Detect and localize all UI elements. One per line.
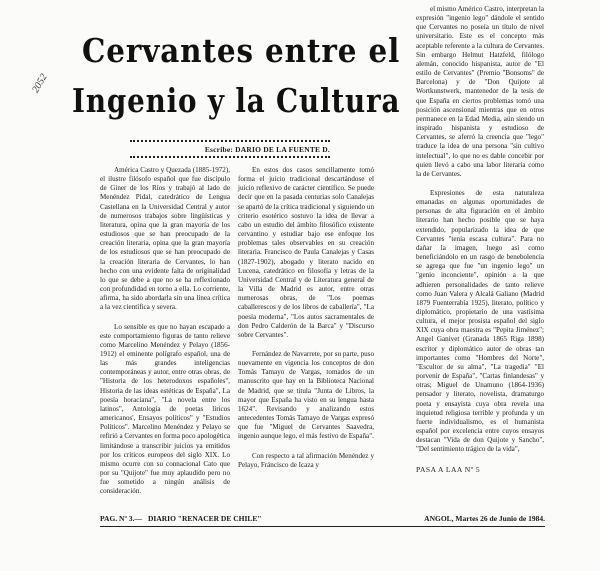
dateline: ANGOL, Martes 26 de Junio de 1984.	[424, 514, 545, 523]
headline-line-2: Ingenio y la Cultura	[72, 81, 401, 120]
page-footer	[100, 514, 545, 527]
paragraph: En estos dos casos sencillamente tomó forma el juicio tradicional descartándose el juicio reflexivo de carácter científico. Se puede decir que en la pasada centurias solo Canalejas se apartó de la crítica tradicional y siguiendo un criterio esotérico sostuvo la idea de llevar a cabo un estudio del ámbito filosófico existente cervantino y estudiar bajo ese enfoque los problemas tales observables en su creación literaria. Francisco de Paula Canalejas y Casas (1827-1902), abogado y literato nacido en Lucena, catedrático en filosofía y letras de la Universidad Central y de Literatura general de la Villa de Madrid es autor, entre otras numerosas obras, de "Los poemas caballerescos y de los libros de caballería", "La poesía moderna", "Los autos sacramentales de don Pedro Calderón de la Barca" y "Discurso sobre Cervantes".	[238, 166, 374, 339]
newspaper-name: DIARIO "RENACER DE CHILE"	[148, 514, 262, 523]
page-number: PAG. Nº 3.—	[100, 514, 142, 523]
byline: Escribe: DARIO DE LA FUENTE D.	[204, 145, 330, 154]
paragraph: Expresiones de esta naturaleza emanadas en algunas oportunidades de personas de alta figuración en el ámbito literario han hecho posible que se haya extendido, popularizado la idea de que Cervantes "tenía escasa cultura". Para no dañar la imagen, luego así como beneficiándolo en un rasgo de benebolencia se agrega que fue "un ingenio lego" un "genio inconciente", opinión a la que adhieren personalidades de tanto relieve como Juan Valera y Alcalá Galiano (Madrid 1879 Fuenterrabía 1925), literato, político y diplomático, propietario de una vastísima cultura, el mejor prosista español del siglo XIX cuya obra maestra es "Pepita Jiménez"; Angel Ganivet (Granada 1865 Riga 1898) escritor y diplomático autor de obras tan importantes como "Hombres del Norte", "Escultor de su alma", "La tragedia" "El porvenir de España", "Cartas finlandesas" y otras; Miguel de Unamuno (1864-1936) pensador y literato, novelista, dramaturgo poeta y ensayista cuya obra revela una inquietud religiosa terrible y profunda y un fuerte individualismo, es el humanista español por excelencia entre cuyos ensayos destacan "Vida de don Quijote y Sancho", "Del sentimiento trágico de la vida",	[416, 188, 544, 454]
byline-rule-bottom	[130, 156, 330, 161]
paragraph: Con respecto a tal afirmación Menéndez y Pelayo, Fráncisco de Icaza y	[238, 451, 374, 469]
headline-line-1: Cervantes entre el	[82, 31, 401, 70]
paragraph: Lo sensible es que no hayan escapado a este comportamiento figuras de tanto relieve como Marcelino Menéndez y Pelayo (1856-1912) el eminente polígrafo español, una de las más grandes inteligencias contemporáneas y autor, entre otras obras, de "Historia de los heterodoxos españoles", Historia de las ideas estéticas de España", La poesía horaciana", "La novela entre los latinos", Antología de poetas líricos americanos', Ensayos políticos" y "Estudios Políticos". Marcelino Menéndez y Pelayo se refirió a Cervantes en forma poco apologética limitándose a transcribir juicios ya emitidos por los críticos europeos del siglo XIX. Lo mismo ocurre con su connacional Cato que por su "Quijote" fue muy aplaudido pero no fue sometido a ningún análisis de consideración.	[100, 322, 230, 496]
column-right	[416, 5, 544, 474]
continued-notice: PASA A LAA Nº 5	[416, 464, 481, 474]
paragraph: el mismo Américo Castro, interpretan la expresión "ingenio lego" dándole el sentido que Cervantes no poseía un título de nivel universitario. Este es el concepto más aceptable referente a la cultura de Cervantes. Sin embargo Helmut Hatzfeld, filólogo alemán, conocido hispanista, autor de "El estilo de Cervantes" (Premio "Bonsoms" de Barcelona) y de "Don Quijote al Wortkunstwerk, mantenedor de la tesis de que España en ciertos problemas tomó una posición ascensional mientras que en otros permanece en la Edad Media, aún siendo un inspirado hispanista y estudioso de Cervantes, se aferró la creencia que "lego" traduce la idea de una persona "sin cultivo intelectual", lo que no es dable concebir por quien llevó a cabo una labor literaria como la de Cervantes.	[416, 5, 544, 178]
paragraph: América Castro y Quezada (1885-1972), el ilustre filósofo español que fue discípulo de Giner de los Ríos y trabajó al lado de Menéndez Pidal, catedrático de Lengua Castellana en la Universidad Central y autor de numerosos trabajos sobre lingüísticas y literatura, opina que la gran mayoría de los estudiosos que se han preocupado de la creación literaria, opina que la gran mayoría de los estudiosos que se han preocupado de la creación literaria de Cervantes, lo han hecho con una evidente falta de originalidad lo que se debe a que no se ha reflexionado con profundidad en torno a ella. Lo corriente, afirma, ha sido abordarla sin una línea crítica a la vez científica y severa.	[100, 166, 230, 312]
paragraph: Fernández de Navarrete, por su parte, puso nuevamente en vigencia los conceptos de don Tomás Tamayo de Vargas, tomados de un manuscrito que hay en la Biblioteca Nacional de Madrid, que se titula "Junta de Libros, la mayor que España ha visto en su lengua hasta 1624". Revisando y analizando estos antecedentes Tomás Tamayo de Vargas expresó que fue "Miguel de Cervantes Saavedra, ingenio aunque lego, el más festivo de España".	[238, 349, 374, 441]
column-left	[100, 166, 230, 506]
handwritten-margin-note: 2052	[30, 72, 50, 95]
column-middle	[238, 166, 374, 480]
